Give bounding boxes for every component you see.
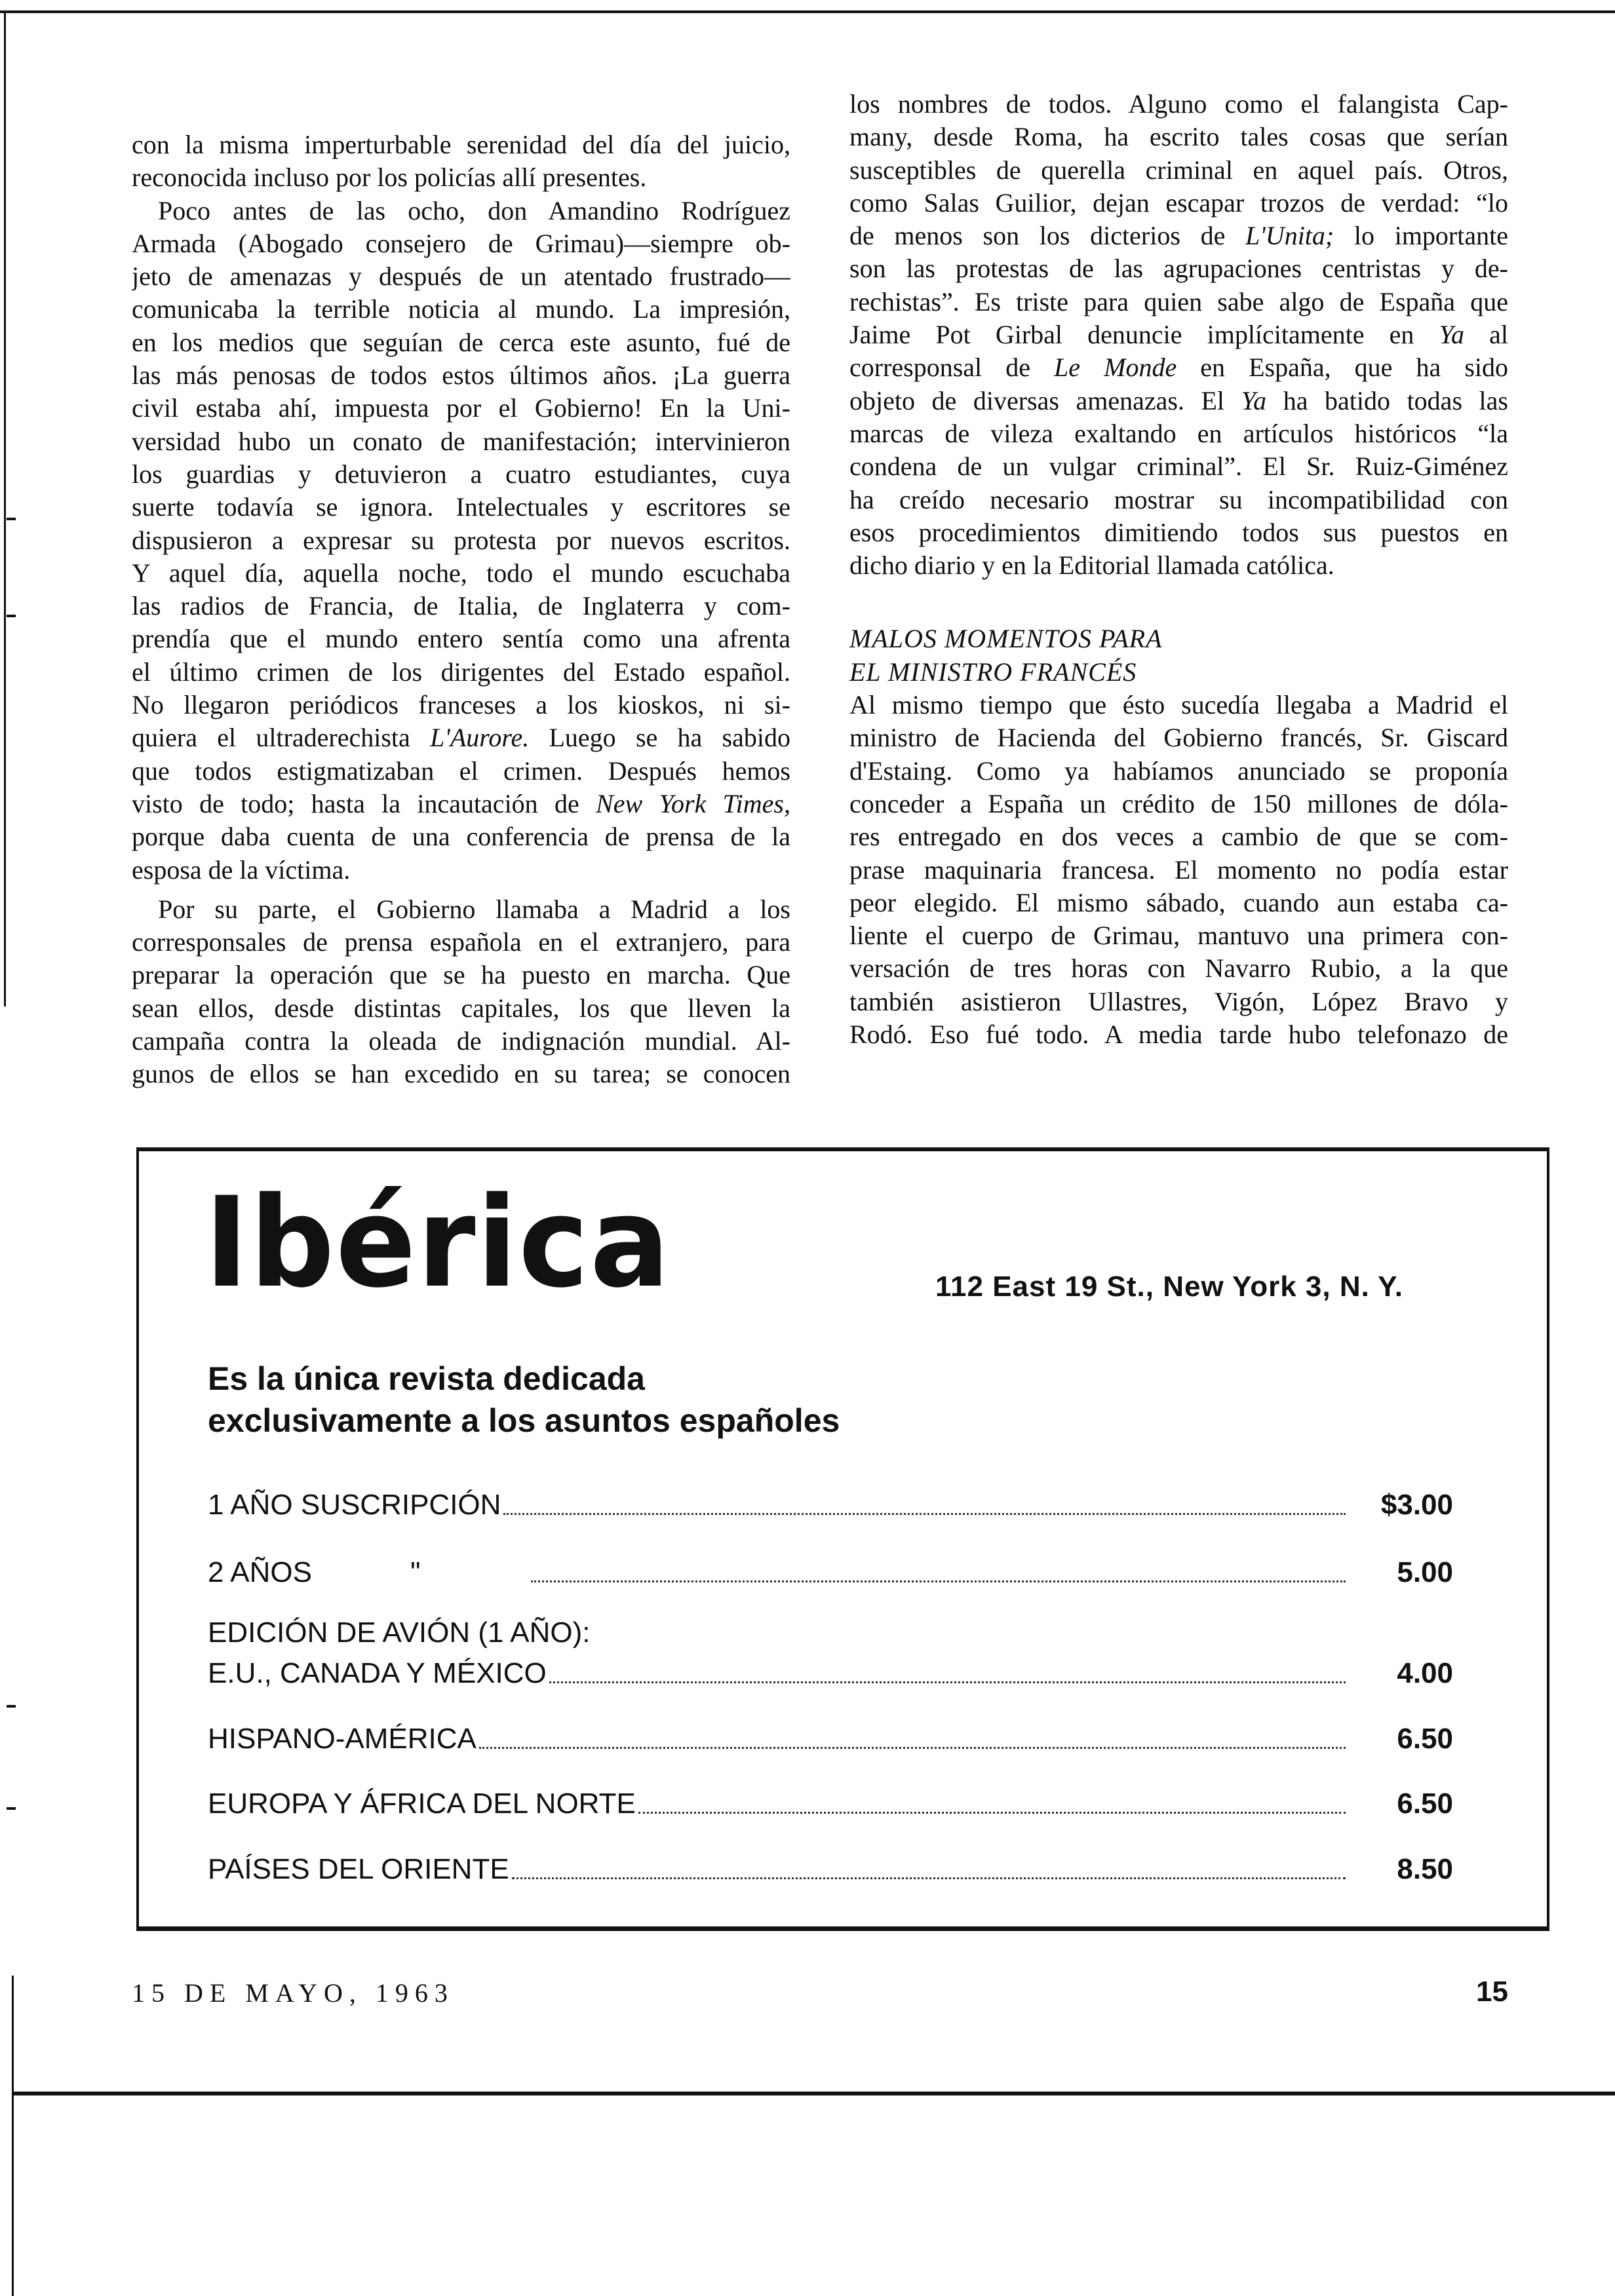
italic-title: L'Unita;	[1245, 221, 1334, 251]
issue-date: 15 DE MAYO, 1963	[132, 1978, 454, 2008]
text-segment: peor elegido. El mismo sábado, cuando aun estaba ca-	[849, 887, 1508, 917]
price-row	[208, 1781, 1453, 1820]
text-segment: prase maquinaria francesa. El momento no podía estar	[849, 854, 1508, 885]
page-number: 15	[1476, 1976, 1508, 2008]
article-left-column	[132, 128, 790, 1091]
italic-title: New York Times,	[596, 788, 790, 818]
text-line	[132, 161, 790, 194]
italic-title: Ya	[1241, 385, 1267, 415]
text-line	[132, 622, 790, 655]
text-line	[849, 1018, 1508, 1051]
text-segment: condena de un vulgar criminal”. El Sr. Ruiz-Giménez	[849, 451, 1508, 482]
text-segment: las más penosas de todos estos últimos años. ¡La guerra	[132, 360, 790, 391]
dot-leader	[503, 1513, 1346, 1515]
text-line	[849, 220, 1508, 252]
magazine-logo: Ibérica	[204, 1170, 671, 1315]
text-line	[132, 1025, 790, 1058]
bottom-border-rule	[12, 2092, 1615, 2095]
text-line	[132, 854, 790, 887]
text-line	[849, 549, 1508, 582]
text-line	[849, 385, 1508, 417]
section-heading: EL MINISTRO FRANCÉS	[849, 657, 1137, 687]
text-line	[132, 557, 790, 590]
text-segment: Rodó. Eso fué todo. A media tarde hubo telefonazo de	[849, 1020, 1508, 1050]
dot-leader	[638, 1812, 1346, 1814]
text-line	[849, 417, 1508, 450]
text-line	[132, 491, 790, 524]
price-value: $3.00	[1380, 1489, 1453, 1521]
text-line	[132, 721, 790, 754]
price-value: 5.00	[1397, 1556, 1453, 1588]
text-line	[849, 919, 1508, 952]
text-line	[849, 484, 1508, 516]
text-line	[132, 820, 790, 853]
dot-leader	[512, 1877, 1346, 1879]
text-line	[132, 656, 790, 689]
text-line	[132, 260, 790, 293]
text-segment: Al mismo tiempo que ésto sucedía llegaba a Madrid el	[849, 690, 1508, 720]
text-segment: gunos de ellos se han excedido en su tarea; se conocen	[132, 1059, 790, 1089]
italic-title: Le Monde	[1054, 353, 1177, 383]
text-line	[849, 318, 1508, 351]
dot-leader	[549, 1681, 1346, 1683]
text-segment: rechistas”. Es triste para quien sabe algo de España que	[849, 286, 1508, 316]
price-group-label: EDICIÓN DE AVIÓN (1 AÑO):	[208, 1617, 591, 1649]
text-segment: Armada (Abogado consejero de Grimau)—siempre ob-	[132, 228, 790, 258]
price-label: EUROPA Y ÁFRICA DEL NORTE	[208, 1788, 636, 1820]
ad-tagline: exclusivamente a los asuntos españoles	[208, 1402, 840, 1439]
text-line	[132, 755, 790, 788]
text-segment: esos procedimientos dimitiendo todos sus puestos en	[849, 517, 1508, 547]
text-line	[849, 351, 1508, 384]
text-segment: los nombres de todos. Alguno como el falangista Cap-	[849, 89, 1508, 119]
price-label: 1 AÑO SUSCRIPCIÓN	[208, 1489, 501, 1521]
text-line	[132, 689, 790, 721]
text-line	[849, 788, 1508, 820]
dot-leader	[531, 1580, 1346, 1582]
text-segment: las radios de Francia, de Italia, de Inglaterra y com-	[132, 591, 790, 621]
text-line	[849, 820, 1508, 853]
text-segment: civil estaba ahí, impuesta por el Gobierno! En la Uni-	[132, 393, 790, 423]
price-label: PAÍSES DEL ORIENTE	[208, 1853, 509, 1885]
price-row	[208, 1651, 1453, 1690]
text-segment: como Salas Guilior, dejan escapar trozos de verdad: “lo	[849, 187, 1508, 218]
text-segment: de menos son los dicterios de	[849, 221, 1245, 251]
text-segment: en España, que ha sido	[1177, 353, 1508, 383]
price-value: 4.00	[1397, 1657, 1453, 1689]
text-segment: también asistieron Ullastres, Vigón, López Bravo y	[849, 986, 1508, 1016]
text-segment: dicho diario y en la Editorial llamada católica.	[849, 550, 1334, 581]
price-label: HISPANO-AMÉRICA	[208, 1723, 477, 1755]
text-segment: que todos estigmatizaban el crimen. Después hemos	[132, 756, 790, 786]
text-segment: corresponsales de prensa española en el extranjero, para	[132, 927, 790, 957]
text-line	[132, 926, 790, 959]
margin-tick-mark	[7, 1705, 16, 1708]
text-segment: marcas de vileza exaltando en artículos históricos “la	[849, 418, 1508, 448]
text-segment: corresponsal de	[849, 353, 1055, 383]
ditto-mark: "	[410, 1556, 421, 1588]
text-line	[132, 392, 790, 425]
text-line	[849, 154, 1508, 187]
text-segment: reconocida incluso por los policías allí presentes.	[132, 163, 647, 193]
text-line	[849, 887, 1508, 919]
price-row	[208, 1482, 1453, 1521]
text-segment: el último crimen de los dirigentes del Estado español.	[132, 657, 790, 687]
text-line	[132, 458, 790, 491]
text-line	[849, 985, 1508, 1018]
text-segment: sean ellos, desde distintas capitales, los que lleven la	[132, 993, 790, 1023]
text-segment: lo importante	[1334, 221, 1508, 251]
text-segment: son las protestas de las agrupaciones centristas y de-	[849, 254, 1508, 284]
price-row	[208, 1846, 1453, 1886]
text-line	[849, 952, 1508, 985]
italic-title: Ya	[1439, 320, 1465, 350]
text-segment: con la misma imperturbable serenidad del día del juicio,	[132, 130, 790, 159]
text-segment: porque daba cuenta de una conferencia de prensa de la	[132, 822, 790, 852]
text-segment: conceder a España un crédito de 150 millones de dóla-	[849, 788, 1508, 818]
text-line	[132, 524, 790, 557]
text-segment: many, desde Roma, ha escrito tales cosas que serían	[849, 122, 1508, 152]
text-segment: res entregado en dos veces a cambio de que se com-	[849, 822, 1508, 852]
text-segment: dispusieron a expresar su protesta por nuevos escritos.	[132, 525, 790, 555]
text-line	[849, 187, 1508, 220]
text-line	[849, 854, 1508, 887]
text-segment: Luego se ha sabido	[529, 723, 790, 753]
text-line	[849, 755, 1508, 788]
price-label: 2 AÑOS	[208, 1556, 312, 1588]
text-line	[849, 689, 1508, 721]
ibérica-subscription-ad	[136, 1147, 1549, 1931]
text-line	[849, 286, 1508, 318]
text-segment: al	[1464, 320, 1508, 350]
text-segment: suerte todavía se ignora. Intelectuales y escritores se	[132, 492, 790, 522]
text-segment: ha batido todas las	[1266, 385, 1508, 415]
text-segment: prendía que el mundo entero sentía como una afrenta	[132, 624, 790, 654]
top-border-rule	[0, 10, 1615, 13]
price-value: 8.50	[1397, 1853, 1453, 1885]
text-segment: Por su parte, el Gobierno llamaba a Madrid a los	[158, 894, 790, 924]
text-segment: esposa de la víctima.	[132, 854, 351, 885]
text-segment: en los medios que seguían de cerca este asunto, fué de	[132, 327, 790, 357]
section-heading: MALOS MOMENTOS PARA	[849, 624, 1163, 654]
text-segment: susceptibles de querella criminal en aquel país. Otros,	[849, 155, 1508, 185]
price-value: 6.50	[1397, 1788, 1453, 1820]
text-line	[132, 293, 790, 326]
text-segment: versación de tres horas con Navarro Rubio, a la que	[849, 953, 1508, 984]
price-label: E.U., CANADA Y MÉXICO	[208, 1657, 547, 1689]
text-line	[132, 788, 790, 820]
price-row	[208, 1716, 1453, 1755]
text-line	[132, 326, 790, 359]
price-value: 6.50	[1397, 1723, 1453, 1755]
text-line	[132, 1058, 790, 1090]
text-segment: d'Estaing. Como ya habíamos anunciado se proponía	[849, 756, 1508, 786]
text-line	[132, 893, 790, 926]
text-line	[849, 516, 1508, 549]
text-line	[849, 450, 1508, 483]
text-line	[132, 227, 790, 260]
text-line	[849, 88, 1508, 121]
text-line	[132, 959, 790, 991]
text-segment: Jaime Pot Girbal denuncie implícitamente en	[849, 320, 1439, 350]
text-segment: los guardias y detuvieron a cuatro estudiantes, cuya	[132, 459, 790, 489]
text-segment: No llegaron periódicos franceses a los kioskos, ni si-	[132, 690, 790, 720]
text-segment: objeto de diversas amenazas. El	[849, 385, 1241, 415]
ad-tagline: Es la única revista dedicada	[208, 1360, 645, 1397]
left-border-rule-bottom	[12, 1976, 14, 2296]
italic-title: L'Aurore.	[430, 723, 530, 753]
text-line	[132, 425, 790, 458]
text-line	[132, 590, 790, 622]
text-line	[132, 128, 790, 161]
text-line	[132, 359, 790, 392]
ad-address: 112 East 19 St., New York 3, N. Y.	[935, 1271, 1403, 1303]
text-line	[132, 992, 790, 1025]
text-segment: campaña contra la oleada de indignación mundial. Al-	[132, 1026, 790, 1056]
text-line	[132, 195, 790, 227]
text-segment: versidad hubo un conato de manifestación; intervinieron	[132, 426, 790, 456]
text-segment: ministro de Hacienda del Gobierno francés, Sr. Giscard	[849, 723, 1508, 753]
text-segment: Poco antes de las ocho, don Amandino Rodríguez	[158, 195, 790, 225]
text-segment: comunicaba la terrible noticia al mundo. La impresión,	[132, 294, 790, 324]
text-line	[849, 252, 1508, 285]
text-line	[849, 121, 1508, 153]
margin-tick-mark	[7, 615, 16, 617]
text-segment: Y aquel día, aquella noche, todo el mundo escuchaba	[132, 558, 790, 588]
text-segment: preparar la operación que se ha puesto en marcha. Que	[132, 960, 790, 990]
margin-tick-mark	[7, 1807, 16, 1810]
text-segment: jeto de amenazas y después de un atentado frustrado—	[132, 261, 790, 292]
text-segment: liente el cuerpo de Grimau, mantuvo una primera con-	[849, 921, 1508, 951]
text-segment: ha creído necesario mostrar su incompatibilidad con	[849, 484, 1508, 514]
dot-leader	[479, 1747, 1346, 1749]
article-right-column	[849, 88, 1508, 1051]
text-line	[849, 721, 1508, 754]
text-segment: quiera el ultraderechista	[132, 723, 431, 753]
text-segment: visto de todo; hasta la incautación de	[132, 788, 596, 818]
left-border-rule-top	[4, 10, 6, 1006]
price-row	[208, 1550, 1453, 1589]
margin-tick-mark	[7, 518, 16, 520]
